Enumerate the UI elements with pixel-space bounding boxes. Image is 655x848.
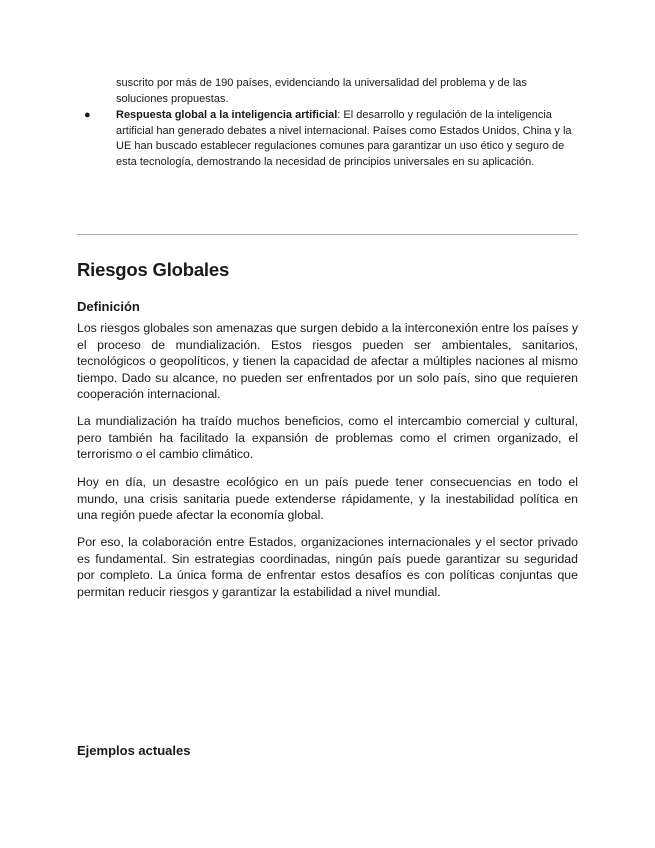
paragraph: Hoy en día, un desastre ecológico en un país puede tener consecuencias en todo el mundo, una crisis sanitaria puede extenderse rápidamente, y la inestabilidad política en una región puede afectar la economía global. [77,475,578,522]
paragraph: Los riesgos globales son amenazas que surgen debido a la interconexión entre los países y el proceso de mundialización. Estos riesgos pueden ser ambientales, sanitarios, tecnológicos o geopolíticos, y tienen la capacidad de afectar a múltiples naciones al mismo tiempo. Dado su alcance, no pueden ser enfrentados por un solo país, sino que requieren cooperación internacional. [77,321,578,401]
list-item-text: : El desarrollo y regulación de la inteligencia artificial han generado debates a nivel internacional. Países como Estados Unidos, China y la UE han buscado establecer regulaciones comunes para garantizar un uso ético y seguro de esta tecnología, demostrando la necesidad de principios universales en su aplicación. [116,109,572,168]
list-item-bold-lead: Respuesta global a la inteligencia artificial [116,109,338,121]
list-item [84,108,579,170]
horizontal-divider [77,234,578,235]
section-title: Riesgos Globales [77,259,230,280]
paragraph: La mundialización ha traído muchos beneficios, como el intercambio comercial y cultural, pero también ha facilitado la expansión de problemas como el crimen organizado, el terrorismo o el cambio climático. [77,414,578,461]
bullet-list [84,108,579,170]
examples-heading: Ejemplos actuales [77,743,191,758]
bullet-icon: ● [84,109,91,121]
list-item-continuation: suscrito por más de 190 países, evidenciando la universalidad del problema y de las soluciones propuestas. [116,77,527,105]
definition-heading: Definición [77,299,140,314]
paragraph: Por eso, la colaboración entre Estados, organizaciones internacionales y el sector privado es fundamental. Sin estrategias coordinadas, ningún país puede garantizar su seguridad por completo. La única forma de enfrentar estos desafíos es con políticas conjuntas que permitan reducir riesgos y garantizar la estabilidad a nivel mundial. [77,535,578,599]
